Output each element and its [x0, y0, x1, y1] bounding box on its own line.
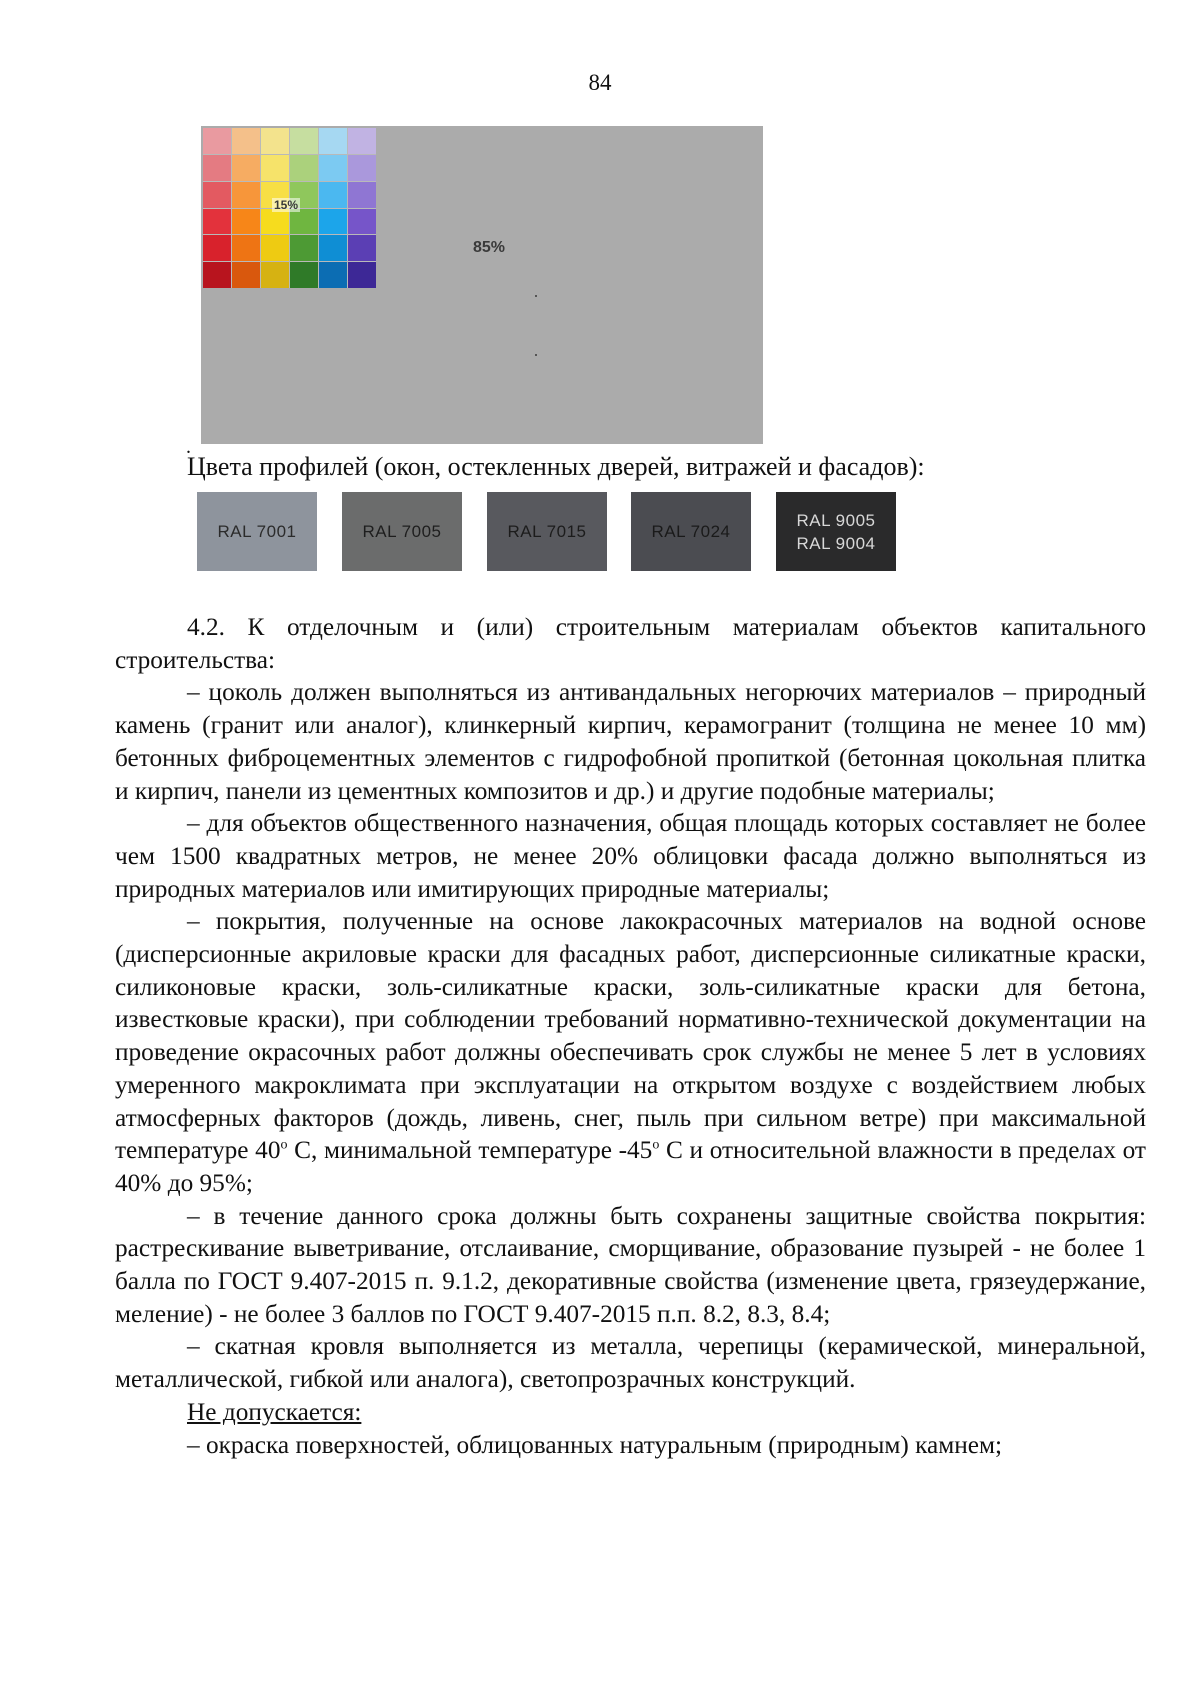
list-item-painting-prohibited: – окраска поверхностей, облицованных натуральным (природным) камнем; — [187, 1430, 1003, 1459]
list-item-coatings — [115, 905, 1146, 1199]
palette-swatch — [290, 262, 318, 288]
palette-swatch — [232, 128, 260, 154]
palette-swatch — [203, 262, 231, 288]
palette-swatch — [319, 235, 347, 261]
ral-swatch — [487, 492, 607, 571]
palette-swatch — [319, 182, 347, 208]
small-share-label: 15% — [274, 198, 299, 212]
palette-swatch — [348, 209, 376, 235]
ral-swatch-label: RAL 7001 — [217, 522, 297, 541]
image-speck — [535, 295, 537, 297]
palette-swatch — [203, 235, 231, 261]
ral-swatch — [631, 492, 751, 571]
list-item-roof: – скатная кровля выполняется из металла, черепицы (керамической, минеральной, металлической, гибкой или аналога), светопрозрачных конструкций. — [115, 1332, 1146, 1394]
palette-swatch — [261, 155, 289, 181]
palette-swatch — [203, 209, 231, 235]
ral-swatch — [776, 492, 896, 571]
palette-swatch — [319, 262, 347, 288]
coatings-text-part1: – покрытия, полученные на основе лакокрасочных материалов на водной основе (дисперсионные акриловые краски для фасадных работ, дисперсионные силикатные краски, силиконовые краски, золь-силикатные краски, золь-силикатные краски для бетона, известковые краски), при соблюдении требований нормативно-технической документации на проведение окрасочных работ должны обеспечивать срок службы не менее 5 лет в условиях умеренного макроклимата при эксплуатации на открытом воздухе с воздействием любых атмосферных факторов (дождь, ливень, снег, пыль при сильном ветре) при максимальной температуре 40 — [115, 907, 1146, 1165]
palette-swatch — [261, 262, 289, 288]
coatings-text-part3: С и относительной влажности в пределах от 40% до 95%; — [115, 1136, 1146, 1197]
not-allowed-label: Не допускается: — [187, 1397, 362, 1426]
palette-swatch — [232, 155, 260, 181]
palette-swatch — [232, 262, 260, 288]
color-share-figure — [201, 126, 763, 444]
palette-swatch — [290, 155, 318, 181]
list-item-plinth: – цоколь должен выполняться из антивандальных негорючих материалов – природный камень (гранит или аналог), клинкерный кирпич, керамогранит (толщина не менее 10 мм) бетонных фиброцементных элементов с гидрофобной пропиткой (бетонная цокольная плитка и кирпич, панели из цементных композитов и др.) и другие подобные материалы; — [115, 678, 1146, 805]
palette-swatch — [261, 128, 289, 154]
degree-mark: o — [652, 1137, 660, 1153]
list-item-public-buildings: – для объектов общественного назначения, общая площадь которых составляет не более чем 1500 квадратных метров, не менее 20% облицовки фасада должно выполняться из природных материалов или имитирующих природные материалы; — [115, 809, 1146, 903]
section-heading: 4.2. К отделочным и (или) строительным материалам объектов капитального строительства: — [115, 613, 1146, 674]
palette-swatch — [319, 128, 347, 154]
palette-swatch — [348, 155, 376, 181]
ral-swatch-label: RAL 7015 — [507, 522, 587, 541]
palette-swatch — [232, 182, 260, 208]
ral-caption: Цвета профилей (окон, остекленных дверей, витражей и фасадов): — [187, 452, 925, 481]
degree-mark: o — [280, 1137, 288, 1153]
coatings-text-part2: С, минимальной температуре -45 — [287, 1136, 653, 1165]
palette-swatch — [290, 209, 318, 235]
palette-swatch — [348, 128, 376, 154]
image-speck — [535, 354, 537, 356]
ral-swatch-label: RAL 9005 — [796, 510, 876, 530]
large-share-label: 85% — [473, 239, 506, 256]
palette-swatch — [232, 209, 260, 235]
list-item-protective-properties: – в течение данного срока должны быть сохранены защитные свойства покрытия: растрескивание выветривание, отслаивание, сморщивание, образование пузырей - не более 1 балла по ГОСТ 9.407-2015 п. 9.1.2, декоративные свойства (изменение цвета, грязеудержание, меление) - не более 3 баллов по ГОСТ 9.407-2015 п.п. 8.2, 8.3, 8.4; — [115, 1201, 1146, 1328]
palette-swatch — [261, 235, 289, 261]
palette-swatch — [319, 209, 347, 235]
palette-swatch — [232, 235, 260, 261]
palette-swatch — [203, 128, 231, 154]
ral-swatch — [197, 492, 317, 571]
ral-swatch-label: RAL 7024 — [651, 522, 731, 541]
ral-swatch — [342, 492, 462, 571]
ral-swatch-label: RAL 7005 — [362, 522, 442, 541]
palette-swatch — [290, 128, 318, 154]
palette-swatch — [348, 262, 376, 288]
palette-swatch — [203, 182, 231, 208]
palette-swatch — [348, 182, 376, 208]
stray-mark: . — [186, 436, 191, 458]
body-text — [115, 611, 1146, 1461]
ral-swatch-label: RAL 9004 — [796, 533, 876, 553]
page-number: 84 — [588, 70, 612, 95]
palette-swatch — [348, 235, 376, 261]
palette-swatch — [290, 235, 318, 261]
not-allowed-heading — [115, 1396, 1146, 1429]
palette-swatch — [319, 155, 347, 181]
palette-swatch — [203, 155, 231, 181]
palette-swatch — [261, 209, 289, 235]
